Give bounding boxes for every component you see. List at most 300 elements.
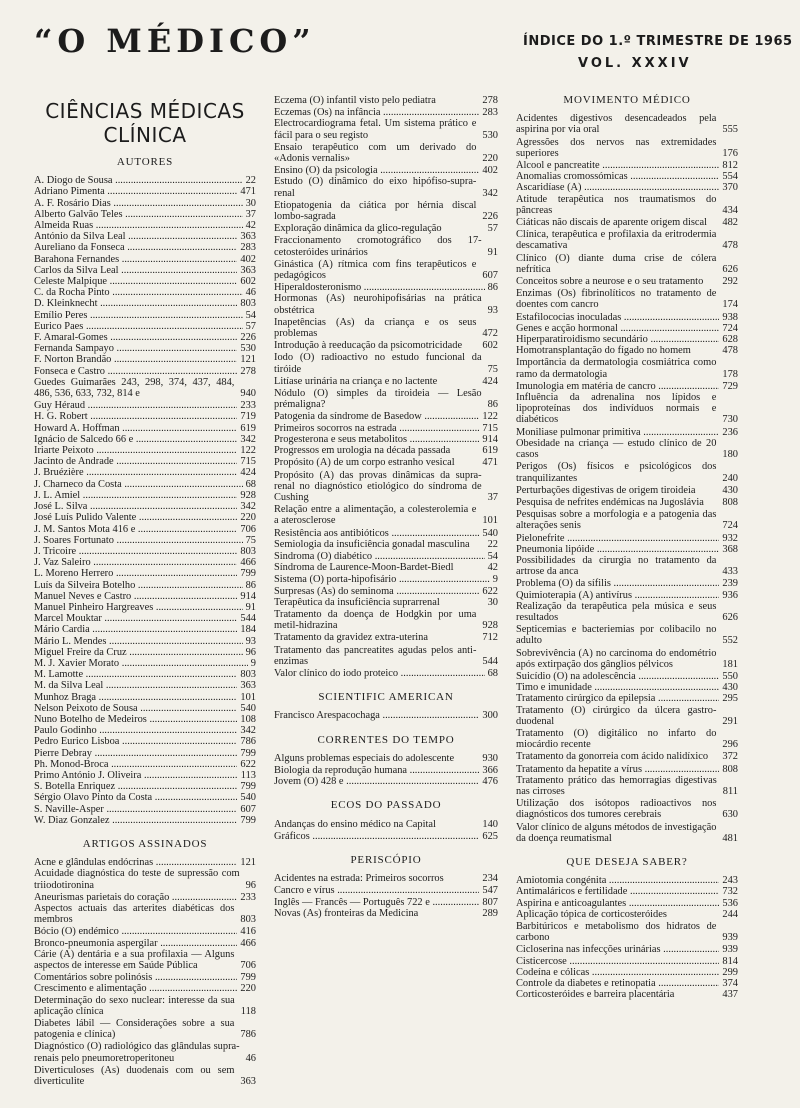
entry-page: 46 [245, 1052, 256, 1064]
entry-page: 482 [722, 217, 738, 229]
index-entry [516, 381, 738, 392]
correntes-heading: CORRENTES DO TEMPO [317, 733, 455, 746]
index-entry [274, 165, 498, 176]
entry-page: 220 [240, 512, 256, 524]
entry-title: Septicemias e bacteriemias por colibacilo no adulto [516, 624, 717, 647]
entry-title: Hiperaldosteronismo ..... [274, 282, 485, 293]
index-entry [516, 764, 738, 775]
entry-page: 602 [240, 276, 256, 288]
index-entry [34, 198, 256, 209]
entry-title: Terapêutica da insuficiência suprarrenal [274, 596, 440, 608]
index-entry [516, 533, 738, 544]
index-entry [274, 259, 498, 281]
entry-title: Miguel Freire da Cruz ..... [34, 647, 243, 658]
entry-page: 724 [722, 322, 738, 334]
entry-title: Sérgio Olavo Pinto da Costa ..... [34, 792, 237, 803]
index-entry [516, 334, 738, 345]
index-entry [34, 892, 256, 903]
index-entry [516, 886, 738, 897]
entry-page: 372 [722, 751, 738, 763]
entry-title: Homotransplantação do fígado no homem [516, 345, 691, 357]
index-entry [274, 434, 498, 445]
entry-page: 121 [240, 857, 256, 869]
entry-page: 536 [722, 897, 738, 909]
entry-title: Importância da dermatologia cosmiátrica como ramo da dermatologia [516, 357, 717, 380]
index-entry [516, 461, 738, 483]
entry-page: 786 [240, 1029, 256, 1041]
entry-page: 54 [245, 309, 256, 321]
scientific-list [274, 710, 498, 721]
index-entry [34, 467, 256, 478]
entry-title: Marcel Mouktar ..... [34, 613, 237, 624]
index-entry [516, 113, 738, 135]
index-entry [516, 728, 738, 750]
entry-title: Francisco Arespacochaga ..... [274, 710, 479, 721]
index-entry [274, 528, 498, 539]
ecos-heading: ECOS DO PASSADO [330, 799, 442, 812]
index-entry [274, 107, 498, 118]
index-entry [34, 804, 256, 815]
index-entry [516, 822, 738, 844]
entry-title: Ascaridíase (A) ..... [516, 182, 719, 193]
index-entry [34, 725, 256, 736]
entry-title: Pneumonia lipóide ..... [516, 544, 719, 555]
entry-page: 928 [240, 489, 256, 501]
entry-title: Inglês — Francês — Português 722 e ..... [274, 897, 479, 908]
entry-page: 724 [722, 520, 738, 532]
entry-title: Codeína e cólicas ..... [516, 967, 719, 978]
entry-title: Corticosteróides e barreira placentária [516, 989, 675, 1001]
entry-title: Cárie (A) dentária e a sua profilaxia — Alguns aspectos de interesse em Saúde Pública [34, 948, 235, 972]
entry-title: José Luís Pulido Valente ..... [34, 512, 237, 523]
entry-title: Pielonefrite ..... [516, 533, 719, 544]
entry-page: 786 [240, 736, 256, 748]
entry-page: 730 [722, 414, 738, 426]
index-entry [34, 1041, 256, 1063]
entry-page: 930 [482, 752, 498, 764]
entry-title: J. Soares Fortunato ..... [34, 535, 243, 546]
index-entry [516, 875, 738, 886]
entry-page: 363 [240, 264, 256, 276]
index-entry [274, 317, 498, 339]
entry-page: 803 [240, 298, 256, 310]
entry-title: Jacinto de Andrade ..... [34, 456, 237, 467]
entry-page: 544 [482, 655, 498, 667]
entry-page: 37 [487, 491, 498, 503]
index-entry [34, 781, 256, 792]
entry-title: S. Naville-Asper ..... [34, 804, 237, 815]
entry-title: Aureliano da Fonseca ..... [34, 242, 237, 253]
correntes-list [274, 753, 498, 788]
entry-title: Propósito (A) das provas dinâmicas da supra-renal no diagnóstico etiológico do síndroma de Cushing [274, 469, 482, 503]
index-entry [34, 680, 256, 691]
index-entry [516, 485, 738, 496]
index-entry [274, 753, 498, 764]
entry-page: 814 [722, 955, 738, 967]
index-entry [274, 235, 498, 257]
index-entry [516, 253, 738, 275]
entry-page: 366 [482, 764, 498, 776]
entry-page: 936 [722, 589, 738, 601]
entry-page: 402 [482, 165, 498, 177]
entry-title: Tratamento cirúrgico da epilepsia ..... [516, 693, 719, 704]
entry-title: Mário L. Mendes ..... [34, 636, 243, 647]
index-entry [34, 434, 256, 445]
artigos-list [34, 857, 256, 1087]
index-entry [516, 276, 738, 287]
entry-page: 430 [722, 484, 738, 496]
index-entry [34, 868, 256, 890]
entry-title: Amiotomia congénita ..... [516, 875, 719, 886]
index-entry [274, 645, 498, 667]
index-entry [34, 903, 256, 925]
entry-page: 234 [482, 873, 498, 885]
index-entry [516, 194, 738, 216]
entry-page: 244 [722, 908, 738, 920]
entry-page: 626 [722, 263, 738, 275]
index-entry [34, 242, 256, 253]
entry-page: 181 [722, 658, 738, 670]
entry-title: J. Bruézière ..... [34, 467, 237, 478]
entry-title: Eurico Paes ..... [34, 321, 243, 332]
entry-title: Hormonas (As) neurohipofisárias na prática obstétrica [274, 293, 482, 316]
entry-title: Patogenia da síndrome de Basedow ..... [274, 411, 479, 422]
entry-page: 540 [482, 527, 498, 539]
index-entry [516, 751, 738, 762]
entry-page: 799 [240, 814, 256, 826]
entry-page: 174 [722, 299, 738, 311]
entry-page: 54 [487, 550, 498, 562]
entry-title: Litíase urinária na criança e no lactente [274, 375, 438, 387]
index-entry [516, 288, 738, 310]
entry-title: F. Norton Brandão ..... [34, 354, 237, 365]
entry-page: 101 [482, 515, 498, 527]
index-entry [516, 555, 738, 577]
index-entry [274, 223, 498, 234]
entry-page: 292 [722, 276, 738, 288]
entry-page: 932 [722, 532, 738, 544]
index-heading: ÍNDICE DO 1.º TRIMESTRE DE 1965 [523, 34, 793, 49]
entry-title: Eczema (O) infantil visto pelo pediatra [274, 95, 436, 106]
index-entry [274, 411, 498, 422]
entry-title: Influência da adrenalina nos lípidos e lipoproteínas dos indivíduos normais e diabéticos [516, 392, 717, 426]
entry-title: Determinação do sexo nuclear: interesse da sua aplicação clínica [34, 994, 235, 1017]
entry-page: 732 [722, 886, 738, 898]
entry-page: 342 [240, 725, 256, 737]
entry-title: J. Vaz Saleiro ..... [34, 557, 237, 568]
deseja-heading: QUE DESEJA SABER? [566, 856, 688, 868]
index-entry [34, 748, 256, 759]
index-entry [274, 539, 498, 550]
index-entry [34, 759, 256, 770]
entry-title: Timo e imunidade ..... [516, 682, 719, 693]
entry-page: 370 [722, 182, 738, 194]
entry-page: 233 [240, 891, 256, 903]
entry-title: Controle da diabetes e retinopatia ..... [516, 978, 719, 989]
entry-title: Aspirina e anticoagulantes ..... [516, 898, 719, 909]
entry-page: 799 [240, 747, 256, 759]
index-entry [516, 438, 738, 460]
entry-page: 540 [240, 792, 256, 804]
movimento-list [516, 113, 738, 844]
entry-title: Álcool e pancreatite ..... [516, 160, 719, 171]
entry-page: 472 [482, 328, 498, 340]
entry-title: Crescimento e alimentação ..... [34, 983, 237, 994]
index-entry [34, 1018, 256, 1040]
entry-page: 712 [482, 632, 498, 644]
index-entry [34, 209, 256, 220]
entry-title: Barbitúricos e metabolismo dos hidratos de carbono [516, 921, 717, 944]
entry-page: 296 [722, 739, 738, 751]
entry-title: Estudo (O) dinâmico do eixo hipófiso-supra-renal [274, 176, 477, 199]
index-entry [516, 671, 738, 682]
index-entry [516, 944, 738, 955]
entry-page: 226 [240, 332, 256, 344]
index-entry [34, 669, 256, 680]
entry-title: Barahona Fernandes ..... [34, 254, 237, 265]
entry-title: Eczemas (Os) na infância ..... [274, 107, 479, 118]
entry-title: M. Lamotte ..... [34, 669, 237, 680]
index-entry [516, 989, 738, 1000]
index-entry [274, 819, 498, 830]
index-entry [34, 535, 256, 546]
entry-title: Síndroma de Laurence-Moon-Bardet-Biedl [274, 562, 454, 574]
entry-title: Alberto Galvão Teles ..... [34, 209, 243, 220]
column-1 [34, 95, 256, 1088]
entry-title: Tratamento (O) cirúrgico da úlcera gastro-duodenal [516, 704, 717, 727]
index-entry [516, 921, 738, 943]
entry-page: 424 [240, 467, 256, 479]
index-entry [34, 692, 256, 703]
index-entry [34, 1065, 256, 1087]
index-entry [274, 562, 498, 573]
entry-title: Anomalias cromossómicas ..... [516, 171, 719, 182]
entry-title: Surpresas (As) do seminoma ..... [274, 586, 479, 597]
entry-page: 363 [240, 1076, 256, 1088]
entry-title: A. Diogo de Sousa ..... [34, 175, 243, 186]
index-entry [274, 282, 498, 293]
entry-page: 93 [487, 304, 498, 316]
col2-list [274, 95, 498, 679]
entry-title: Alguns problemas especiais do adolescente [274, 752, 455, 764]
entry-page: 220 [240, 983, 256, 995]
entry-title: Tratamento da doença de Hodgkin por uma metil-hidrazina [274, 608, 477, 632]
entry-title: Tratamento prático das hemorragias digestivas nas cirroses [516, 774, 717, 797]
entry-page: 466 [240, 937, 256, 949]
entry-title: Primeiros socorros na estrada ..... [274, 423, 479, 434]
index-entry [274, 586, 498, 597]
entry-page: 108 [240, 713, 256, 725]
entry-title: Celeste Malpique ..... [34, 276, 237, 287]
index-entry [274, 632, 498, 643]
index-entry [34, 568, 256, 579]
entry-title: Exploração dinâmica da glico-regulação [274, 223, 442, 235]
entry-title: Agressões dos nervos nas extremidades superiores [516, 136, 717, 159]
column-2 [274, 95, 498, 920]
entry-title: Pedro Eurico Lisboa ..... [34, 736, 237, 747]
index-entry [274, 873, 498, 884]
entry-title: Propósito (A) de um corpo estranho vesical [274, 457, 455, 469]
index-entry [516, 345, 738, 356]
entry-page: 93 [245, 635, 256, 647]
entry-page: 243 [722, 875, 738, 887]
entry-title: Relação entre a alimentação, a colesterolemia e a aterosclerose [274, 504, 477, 527]
entry-page: 540 [240, 702, 256, 714]
index-entry [34, 703, 256, 714]
index-entry [34, 287, 256, 298]
entry-page: 368 [722, 543, 738, 555]
entry-title: Hiperparatiroidismo secundário ..... [516, 334, 719, 345]
index-entry [34, 602, 256, 613]
index-entry [274, 200, 498, 222]
entry-title: Etiopatogenia da ciática por hérnia discal lombo-sagrada [274, 199, 477, 223]
entry-title: Novas (As) fronteiras da Medicina [274, 907, 419, 919]
index-entry [516, 160, 738, 171]
entry-page: 68 [245, 478, 256, 490]
index-entry [516, 578, 738, 589]
entry-title: Howard A. Hoffman ..... [34, 423, 237, 434]
index-entry [34, 857, 256, 868]
index-entry [34, 220, 256, 231]
entry-page: 619 [482, 445, 498, 457]
entry-page: 471 [482, 457, 498, 469]
entry-page: 719 [240, 411, 256, 423]
entry-page: 22 [245, 175, 256, 187]
entry-title: Comentários sobre polinósis ..... [34, 972, 237, 983]
index-entry [34, 815, 256, 826]
entry-page: 91 [245, 601, 256, 613]
entry-page: 75 [487, 363, 498, 375]
entry-page: 481 [722, 832, 738, 844]
entry-page: 342 [240, 433, 256, 445]
entry-title: Perturbações digestivas de origem tiroideia [516, 484, 696, 496]
entry-title: Biologia da reprodução humana ..... [274, 765, 479, 776]
entry-page: 914 [240, 590, 256, 602]
index-entry [34, 938, 256, 949]
entry-page: 807 [482, 896, 498, 908]
index-entry [516, 182, 738, 193]
entry-page: 57 [487, 223, 498, 235]
entry-title: Ph. Monod-Broca ..... [34, 759, 237, 770]
entry-page: 9 [492, 574, 498, 586]
index-entry [516, 601, 738, 623]
entry-page: 554 [722, 171, 738, 183]
entry-page: 430 [722, 682, 738, 694]
index-entry [516, 798, 738, 820]
entry-title: Nuno Botelho de Medeiros ..... [34, 714, 237, 725]
entry-title: Resistência aos antibióticos ..... [274, 528, 479, 539]
index-entry [34, 658, 256, 669]
entry-page: 30 [245, 197, 256, 209]
index-entry [34, 423, 256, 434]
index-entry [516, 898, 738, 909]
entry-page: 233 [240, 400, 256, 412]
index-entry [34, 354, 256, 365]
entry-title: F. Amaral-Gomes ..... [34, 332, 237, 343]
index-entry [34, 714, 256, 725]
index-entry [34, 332, 256, 343]
index-entry [274, 118, 498, 140]
entry-page: 940 [240, 388, 256, 400]
index-entry [34, 400, 256, 411]
index-entry [516, 497, 738, 508]
entry-title: Problema (O) da sífilis ..... [516, 578, 719, 589]
entry-page: 42 [245, 220, 256, 232]
index-entry [516, 693, 738, 704]
index-entry [516, 648, 738, 670]
entry-title: Ensaio terapêutico com um derivado do «Adonis vernalis» [274, 141, 477, 165]
index-entry [34, 972, 256, 983]
index-entry [274, 376, 498, 387]
entry-title: S. Botella Enriquez ..... [34, 781, 237, 792]
autores-heading: AUTORES [116, 156, 174, 168]
index-entry [274, 668, 498, 679]
entry-page: 178 [722, 368, 738, 380]
index-entry [516, 544, 738, 555]
entry-title: Primo António J. Oliveira ..... [34, 770, 238, 781]
index-entry [274, 885, 498, 896]
entry-page: 628 [722, 334, 738, 346]
entry-title: Guy Héraud ..... [34, 400, 237, 411]
entry-page: 803 [240, 914, 256, 926]
entry-page: 37 [245, 208, 256, 220]
entry-page: 176 [722, 147, 738, 159]
entry-page: 86 [245, 579, 256, 591]
index-entry [274, 176, 498, 198]
index-entry [34, 175, 256, 186]
index-entry [34, 770, 256, 781]
entry-title: Ignácio de Salcedo 66 e ..... [34, 434, 237, 445]
entry-title: Tratamento da gonorreia com ácido nalidíxico [516, 751, 709, 763]
entry-page: 437 [722, 989, 738, 1001]
index-entry [516, 978, 738, 989]
entry-page: 530 [482, 129, 498, 141]
entry-page: 938 [722, 311, 738, 323]
entry-title: Antimaláricos e fertilidade ..... [516, 886, 719, 897]
entry-page: 939 [722, 944, 738, 956]
entry-title: Realização da terapêutica pela música e seus resultados [516, 600, 717, 623]
entry-title: Ciáticas não discais de aparente origem discal [516, 217, 707, 229]
entry-page: 295 [722, 693, 738, 705]
index-entry [516, 427, 738, 438]
entry-title: Estafilococias inoculadas ..... [516, 312, 719, 323]
index-entry [516, 590, 738, 601]
entry-title: Progesterona e seus metabolitos ..... [274, 434, 479, 445]
entry-title: António da Silva Leal ..... [34, 231, 237, 242]
index-entry [34, 231, 256, 242]
entry-page: 799 [240, 781, 256, 793]
entry-page: 342 [482, 187, 498, 199]
entry-title: Almeida Ruas ..... [34, 220, 243, 231]
index-entry [34, 926, 256, 937]
index-entry [516, 392, 738, 426]
column-3 [516, 95, 738, 1001]
entry-title: Inapetências (As) da criança e os seus problemas [274, 316, 477, 340]
entry-title: Iriarte Peixoto ..... [34, 445, 237, 456]
entry-title: Progressos em urologia na década passada [274, 445, 451, 457]
index-entry [516, 357, 738, 379]
entry-page: 544 [240, 613, 256, 625]
entry-title: Acidentes na estrada: Primeiros socorros [274, 873, 444, 885]
entry-title: Fernanda Sampayo ..... [34, 343, 237, 354]
index-entry [274, 776, 498, 787]
entry-page: 239 [722, 578, 738, 590]
index-entry [516, 323, 738, 334]
index-entry [34, 411, 256, 422]
entry-title: Guedes Guimarães 243, 298, 374, 437, 484, 486, 536, 633, 732, 814 e [34, 376, 235, 400]
index-entry [34, 949, 256, 971]
entry-page: 57 [245, 320, 256, 332]
